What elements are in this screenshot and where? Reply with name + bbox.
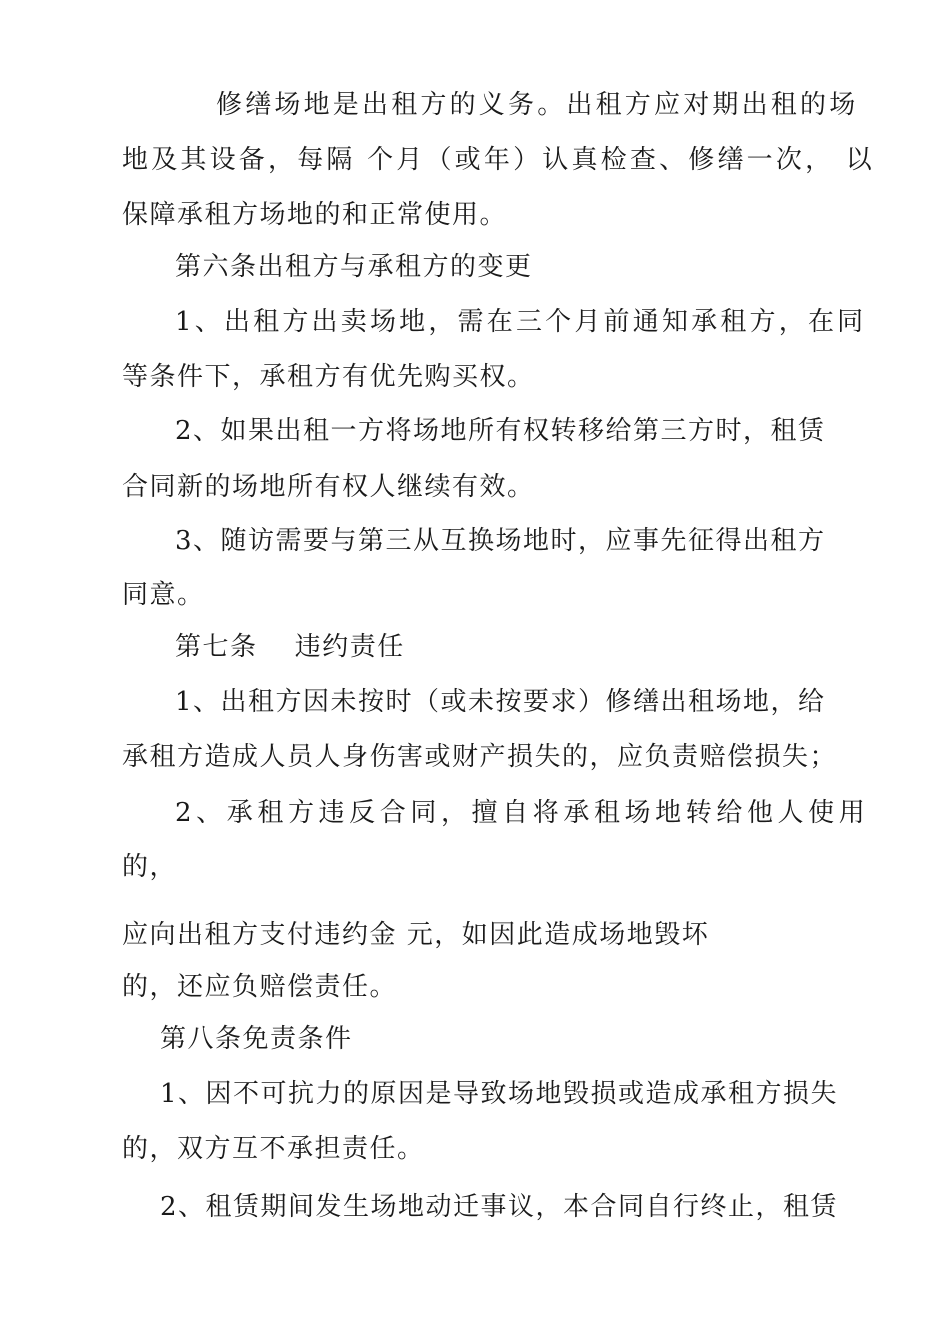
paragraph-line: 等条件下，承租方有优先购买权。: [122, 362, 535, 392]
paragraph-line: 的，: [122, 852, 178, 882]
paragraph-line: 保障承租方场地的和正常使用。: [122, 200, 508, 230]
paragraph-line: 1、出租方因未按时（或未按要求）修缮出租场地，给: [175, 687, 826, 717]
paragraph-line: 2、承租方违反合同，擅自将承租场地转给他人使用: [175, 798, 870, 828]
paragraph-line: 承租方造成人员人身伤害或财产损失的，应负责赔偿损失；: [122, 742, 838, 772]
paragraph-line: 地及其设备，每隔 个月（或年）认真检查、修缮一次， 以: [122, 145, 875, 175]
paragraph-line: 合同新的场地所有权人继续有效。: [122, 472, 535, 502]
section-heading: 第七条 违约责任: [175, 632, 405, 662]
paragraph-line: 2、租赁期间发生场地动迁事议，本合同自行终止，租赁: [160, 1192, 839, 1222]
paragraph-line: 应向出租方支付违约金 元，如因此造成场地毁坏: [122, 920, 710, 950]
paragraph-line: 3、随访需要与第三从互换场地时，应事先征得出租方: [175, 526, 826, 556]
section-heading: 第六条出租方与承租方的变更: [175, 252, 533, 282]
paragraph-line: 1、因不可抗力的原因是导致场地毁损或造成承租方损失: [160, 1079, 839, 1109]
paragraph-line: 修缮场地是出租方的义务。出租方应对期出租的场: [216, 90, 859, 120]
paragraph-line: 同意。: [122, 580, 205, 610]
paragraph-line: 2、如果出租一方将场地所有权转移给第三方时，租赁: [175, 416, 826, 446]
section-heading: 第八条免责条件: [160, 1024, 353, 1054]
paragraph-line: 1、出租方出卖场地，需在三个月前通知承租方，在同: [175, 307, 867, 337]
paragraph-line: 的，还应负赔偿责任。: [122, 972, 398, 1002]
paragraph-line: 的，双方互不承担责任。: [122, 1134, 425, 1164]
